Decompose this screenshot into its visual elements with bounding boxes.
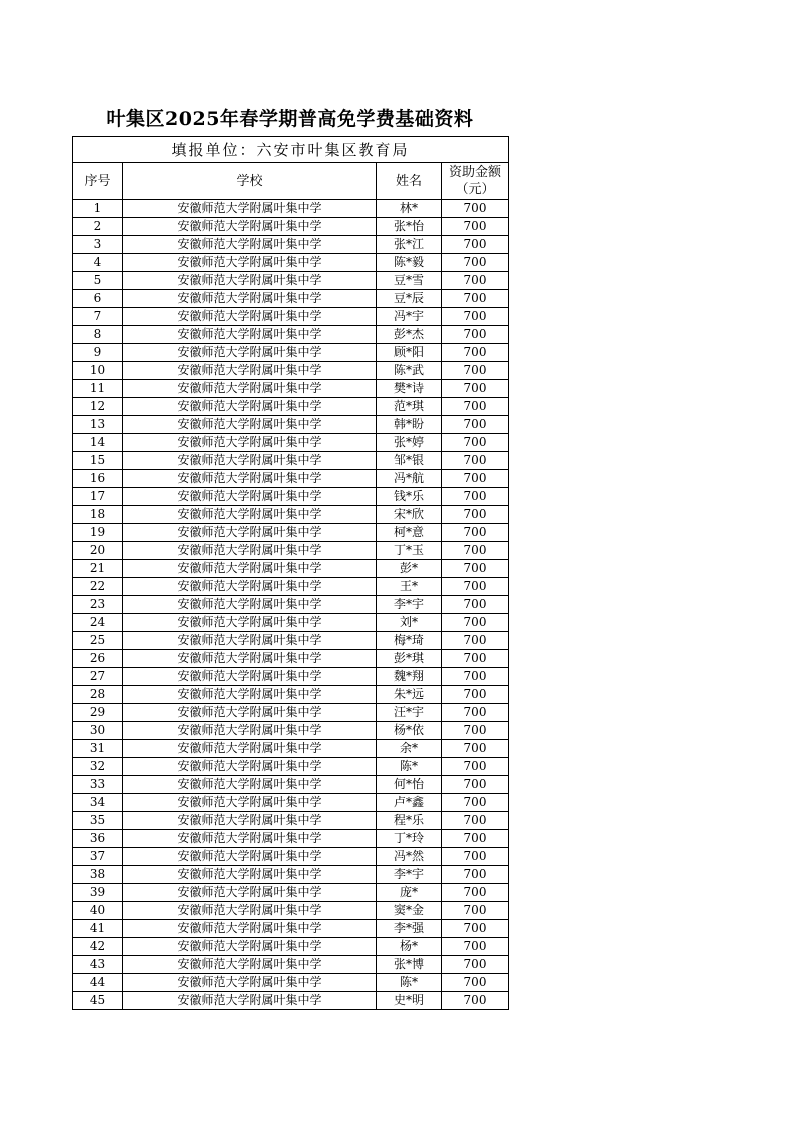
amount-cell: 700 (442, 524, 509, 542)
student-name-cell: 邹*银 (377, 452, 442, 470)
row-number-cell: 32 (73, 758, 123, 776)
amount-cell: 700 (442, 884, 509, 902)
amount-cell: 700 (442, 236, 509, 254)
student-name-cell: 冯*然 (377, 848, 442, 866)
amount-cell: 700 (442, 614, 509, 632)
student-name-cell: 汪*宇 (377, 704, 442, 722)
reporting-unit-label: 填报单位：六安市叶集区教育局 (73, 137, 509, 163)
table-row (73, 326, 509, 344)
row-number-cell: 37 (73, 848, 123, 866)
student-name-cell: 陈*武 (377, 362, 442, 380)
row-number-cell: 11 (73, 380, 123, 398)
row-number-cell: 45 (73, 992, 123, 1010)
row-number-cell: 39 (73, 884, 123, 902)
student-name-cell: 窦*金 (377, 902, 442, 920)
student-name-cell: 程*乐 (377, 812, 442, 830)
student-name-cell: 李*宇 (377, 596, 442, 614)
amount-cell: 700 (442, 326, 509, 344)
table-row (73, 776, 509, 794)
student-name-cell: 梅*琦 (377, 632, 442, 650)
school-cell: 安徽师范大学附属叶集中学 (123, 794, 377, 812)
amount-cell: 700 (442, 722, 509, 740)
row-number-cell: 30 (73, 722, 123, 740)
table-row (73, 938, 509, 956)
table-row (73, 956, 509, 974)
table-row (73, 974, 509, 992)
column-header-school: 学校 (123, 163, 377, 200)
amount-cell: 700 (442, 848, 509, 866)
student-name-cell: 钱*乐 (377, 488, 442, 506)
school-cell: 安徽师范大学附属叶集中学 (123, 524, 377, 542)
student-name-cell: 陈* (377, 758, 442, 776)
table-row (73, 560, 509, 578)
amount-cell: 700 (442, 758, 509, 776)
amount-cell: 700 (442, 308, 509, 326)
table-row (73, 650, 509, 668)
school-cell: 安徽师范大学附属叶集中学 (123, 452, 377, 470)
amount-cell: 700 (442, 992, 509, 1010)
school-cell: 安徽师范大学附属叶集中学 (123, 326, 377, 344)
amount-cell: 700 (442, 650, 509, 668)
amount-cell: 700 (442, 272, 509, 290)
table-row (73, 524, 509, 542)
amount-cell: 700 (442, 398, 509, 416)
table-row (73, 722, 509, 740)
table-row (73, 434, 509, 452)
table-row (73, 632, 509, 650)
school-cell: 安徽师范大学附属叶集中学 (123, 830, 377, 848)
table-row (73, 272, 509, 290)
student-name-cell: 何*怡 (377, 776, 442, 794)
row-number-cell: 3 (73, 236, 123, 254)
table-row (73, 668, 509, 686)
table-row (73, 884, 509, 902)
amount-cell: 700 (442, 812, 509, 830)
amount-cell: 700 (442, 596, 509, 614)
student-name-cell: 彭*杰 (377, 326, 442, 344)
student-name-cell: 杨* (377, 938, 442, 956)
school-cell: 安徽师范大学附属叶集中学 (123, 668, 377, 686)
row-number-cell: 10 (73, 362, 123, 380)
amount-cell: 700 (442, 542, 509, 560)
school-cell: 安徽师范大学附属叶集中学 (123, 236, 377, 254)
amount-cell: 700 (442, 632, 509, 650)
table-row (73, 542, 509, 560)
row-number-cell: 21 (73, 560, 123, 578)
row-number-cell: 43 (73, 956, 123, 974)
school-cell: 安徽师范大学附属叶集中学 (123, 920, 377, 938)
student-name-cell: 宋*欣 (377, 506, 442, 524)
row-number-cell: 34 (73, 794, 123, 812)
table-row (73, 704, 509, 722)
row-number-cell: 15 (73, 452, 123, 470)
row-number-cell: 41 (73, 920, 123, 938)
student-name-cell: 杨*依 (377, 722, 442, 740)
table-row (73, 848, 509, 866)
student-name-cell: 陈* (377, 974, 442, 992)
amount-cell: 700 (442, 416, 509, 434)
amount-cell: 700 (442, 830, 509, 848)
amount-cell: 700 (442, 506, 509, 524)
amount-cell: 700 (442, 956, 509, 974)
student-name-cell: 樊*诗 (377, 380, 442, 398)
table-body (73, 200, 509, 1010)
table-row (73, 794, 509, 812)
row-number-cell: 42 (73, 938, 123, 956)
row-number-cell: 4 (73, 254, 123, 272)
amount-cell: 700 (442, 200, 509, 218)
amount-cell: 700 (442, 974, 509, 992)
column-header-name: 姓名 (377, 163, 442, 200)
table-row (73, 308, 509, 326)
table-row (73, 218, 509, 236)
school-cell: 安徽师范大学附属叶集中学 (123, 470, 377, 488)
school-cell: 安徽师范大学附属叶集中学 (123, 866, 377, 884)
school-cell: 安徽师范大学附属叶集中学 (123, 776, 377, 794)
reporting-unit-row (73, 137, 509, 163)
table-row (73, 578, 509, 596)
school-cell: 安徽师范大学附属叶集中学 (123, 344, 377, 362)
subsidy-table (72, 136, 509, 1010)
table-row (73, 866, 509, 884)
table-row (73, 254, 509, 272)
school-cell: 安徽师范大学附属叶集中学 (123, 200, 377, 218)
table-row (73, 380, 509, 398)
row-number-cell: 12 (73, 398, 123, 416)
school-cell: 安徽师范大学附属叶集中学 (123, 992, 377, 1010)
amount-cell: 700 (442, 560, 509, 578)
student-name-cell: 卢*鑫 (377, 794, 442, 812)
amount-cell: 700 (442, 218, 509, 236)
student-name-cell: 朱*远 (377, 686, 442, 704)
table-row (73, 452, 509, 470)
amount-cell: 700 (442, 902, 509, 920)
table-row (73, 758, 509, 776)
column-header-no: 序号 (73, 163, 123, 200)
table-row (73, 416, 509, 434)
school-cell: 安徽师范大学附属叶集中学 (123, 254, 377, 272)
school-cell: 安徽师范大学附属叶集中学 (123, 272, 377, 290)
row-number-cell: 14 (73, 434, 123, 452)
table-row (73, 812, 509, 830)
student-name-cell: 顾*阳 (377, 344, 442, 362)
student-name-cell: 史*明 (377, 992, 442, 1010)
row-number-cell: 20 (73, 542, 123, 560)
amount-cell: 700 (442, 686, 509, 704)
row-number-cell: 40 (73, 902, 123, 920)
table-row (73, 398, 509, 416)
row-number-cell: 5 (73, 272, 123, 290)
school-cell: 安徽师范大学附属叶集中学 (123, 362, 377, 380)
amount-cell: 700 (442, 380, 509, 398)
student-name-cell: 彭* (377, 560, 442, 578)
student-name-cell: 张*博 (377, 956, 442, 974)
row-number-cell: 19 (73, 524, 123, 542)
table-row (73, 920, 509, 938)
table-row (73, 200, 509, 218)
student-name-cell: 庞* (377, 884, 442, 902)
table-row (73, 740, 509, 758)
header-row (73, 163, 509, 200)
row-number-cell: 6 (73, 290, 123, 308)
row-number-cell: 27 (73, 668, 123, 686)
column-header-amount (442, 163, 509, 200)
student-name-cell: 柯*意 (377, 524, 442, 542)
school-cell: 安徽师范大学附属叶集中学 (123, 938, 377, 956)
amount-cell: 700 (442, 290, 509, 308)
amount-cell: 700 (442, 704, 509, 722)
student-name-cell: 豆*辰 (377, 290, 442, 308)
student-name-cell: 刘* (377, 614, 442, 632)
amount-cell: 700 (442, 344, 509, 362)
school-cell: 安徽师范大学附属叶集中学 (123, 560, 377, 578)
amount-cell: 700 (442, 938, 509, 956)
row-number-cell: 33 (73, 776, 123, 794)
student-name-cell: 冯*宇 (377, 308, 442, 326)
school-cell: 安徽师范大学附属叶集中学 (123, 902, 377, 920)
table-row (73, 830, 509, 848)
school-cell: 安徽师范大学附属叶集中学 (123, 740, 377, 758)
column-header-amount-line2: （元） (455, 182, 495, 197)
student-name-cell: 李*宇 (377, 866, 442, 884)
student-name-cell: 李*强 (377, 920, 442, 938)
amount-cell: 700 (442, 866, 509, 884)
amount-cell: 700 (442, 740, 509, 758)
amount-cell: 700 (442, 794, 509, 812)
row-number-cell: 28 (73, 686, 123, 704)
student-name-cell: 魏*翔 (377, 668, 442, 686)
amount-cell: 700 (442, 362, 509, 380)
table-row (73, 686, 509, 704)
school-cell: 安徽师范大学附属叶集中学 (123, 722, 377, 740)
school-cell: 安徽师范大学附属叶集中学 (123, 686, 377, 704)
row-number-cell: 36 (73, 830, 123, 848)
school-cell: 安徽师范大学附属叶集中学 (123, 614, 377, 632)
student-name-cell: 丁*玉 (377, 542, 442, 560)
amount-cell: 700 (442, 488, 509, 506)
row-number-cell: 23 (73, 596, 123, 614)
school-cell: 安徽师范大学附属叶集中学 (123, 542, 377, 560)
student-name-cell: 余* (377, 740, 442, 758)
amount-cell: 700 (442, 470, 509, 488)
school-cell: 安徽师范大学附属叶集中学 (123, 218, 377, 236)
table-row (73, 902, 509, 920)
school-cell: 安徽师范大学附属叶集中学 (123, 506, 377, 524)
amount-cell: 700 (442, 452, 509, 470)
amount-cell: 700 (442, 668, 509, 686)
school-cell: 安徽师范大学附属叶集中学 (123, 812, 377, 830)
student-name-cell: 张*江 (377, 236, 442, 254)
row-number-cell: 35 (73, 812, 123, 830)
school-cell: 安徽师范大学附属叶集中学 (123, 884, 377, 902)
school-cell: 安徽师范大学附属叶集中学 (123, 632, 377, 650)
row-number-cell: 31 (73, 740, 123, 758)
table-row (73, 236, 509, 254)
row-number-cell: 25 (73, 632, 123, 650)
document-title: 叶集区2025年春学期普高免学费基础资料 (106, 108, 474, 130)
school-cell: 安徽师范大学附属叶集中学 (123, 416, 377, 434)
table-row (73, 362, 509, 380)
student-name-cell: 陈*毅 (377, 254, 442, 272)
row-number-cell: 38 (73, 866, 123, 884)
row-number-cell: 18 (73, 506, 123, 524)
row-number-cell: 2 (73, 218, 123, 236)
table-row (73, 992, 509, 1010)
row-number-cell: 16 (73, 470, 123, 488)
school-cell: 安徽师范大学附属叶集中学 (123, 650, 377, 668)
school-cell: 安徽师范大学附属叶集中学 (123, 488, 377, 506)
row-number-cell: 22 (73, 578, 123, 596)
row-number-cell: 29 (73, 704, 123, 722)
row-number-cell: 17 (73, 488, 123, 506)
row-number-cell: 44 (73, 974, 123, 992)
row-number-cell: 7 (73, 308, 123, 326)
school-cell: 安徽师范大学附属叶集中学 (123, 434, 377, 452)
school-cell: 安徽师范大学附属叶集中学 (123, 974, 377, 992)
table-row (73, 470, 509, 488)
amount-cell: 700 (442, 578, 509, 596)
school-cell: 安徽师范大学附属叶集中学 (123, 398, 377, 416)
row-number-cell: 26 (73, 650, 123, 668)
student-name-cell: 豆*雪 (377, 272, 442, 290)
student-name-cell: 林* (377, 200, 442, 218)
school-cell: 安徽师范大学附属叶集中学 (123, 758, 377, 776)
school-cell: 安徽师范大学附属叶集中学 (123, 956, 377, 974)
student-name-cell: 丁*玲 (377, 830, 442, 848)
student-name-cell: 韩*盼 (377, 416, 442, 434)
row-number-cell: 9 (73, 344, 123, 362)
amount-cell: 700 (442, 920, 509, 938)
school-cell: 安徽师范大学附属叶集中学 (123, 290, 377, 308)
row-number-cell: 1 (73, 200, 123, 218)
school-cell: 安徽师范大学附属叶集中学 (123, 380, 377, 398)
student-name-cell: 张*怡 (377, 218, 442, 236)
student-name-cell: 冯*航 (377, 470, 442, 488)
student-name-cell: 王* (377, 578, 442, 596)
school-cell: 安徽师范大学附属叶集中学 (123, 308, 377, 326)
school-cell: 安徽师范大学附属叶集中学 (123, 704, 377, 722)
column-header-amount-line1: 资助金额 (449, 165, 502, 180)
amount-cell: 700 (442, 254, 509, 272)
row-number-cell: 8 (73, 326, 123, 344)
table-row (73, 596, 509, 614)
amount-cell: 700 (442, 434, 509, 452)
table-row (73, 506, 509, 524)
school-cell: 安徽师范大学附属叶集中学 (123, 578, 377, 596)
student-name-cell: 张*婷 (377, 434, 442, 452)
row-number-cell: 13 (73, 416, 123, 434)
row-number-cell: 24 (73, 614, 123, 632)
school-cell: 安徽师范大学附属叶集中学 (123, 848, 377, 866)
amount-cell: 700 (442, 776, 509, 794)
school-cell: 安徽师范大学附属叶集中学 (123, 596, 377, 614)
table-row (73, 290, 509, 308)
student-name-cell: 彭*琪 (377, 650, 442, 668)
table-row (73, 614, 509, 632)
table-row (73, 488, 509, 506)
student-name-cell: 范*琪 (377, 398, 442, 416)
table-row (73, 344, 509, 362)
